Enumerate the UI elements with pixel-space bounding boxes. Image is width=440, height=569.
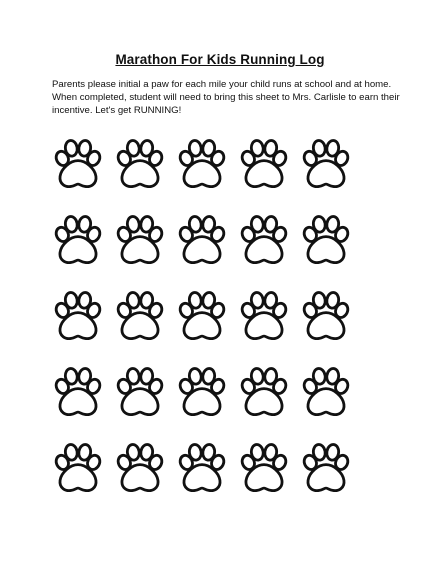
paw-print-icon <box>298 136 354 192</box>
paw-row <box>50 136 360 196</box>
paw-print-icon <box>236 364 292 420</box>
paw-print-icon <box>174 288 230 344</box>
paw-print-icon <box>50 212 106 268</box>
paw-print-icon <box>236 212 292 268</box>
paw-print-icon <box>112 364 168 420</box>
paw-grid <box>50 136 360 496</box>
paw-print-icon <box>236 440 292 496</box>
instructions-paragraph <box>52 78 402 117</box>
paw-print-icon <box>112 288 168 344</box>
paw-print-icon <box>298 212 354 268</box>
paw-print-icon <box>236 136 292 192</box>
page-title: Marathon For Kids Running Log <box>115 52 325 67</box>
paw-print-icon <box>174 136 230 192</box>
paw-print-icon <box>298 364 354 420</box>
paw-print-icon <box>236 288 292 344</box>
paw-print-icon <box>112 212 168 268</box>
paw-print-icon <box>298 288 354 344</box>
paw-row <box>50 364 360 424</box>
paw-print-icon <box>50 364 106 420</box>
paw-print-icon <box>174 440 230 496</box>
instructions-text: Parents please initial a paw for each mile your child runs at school and at home. When completed, student will need to bring this sheet to Mrs. Carlisle to earn their incentive. Let's get RUNNING! <box>52 79 400 116</box>
paw-print-icon <box>112 440 168 496</box>
paw-print-icon <box>174 212 230 268</box>
paw-row <box>50 288 360 348</box>
paw-print-icon <box>112 136 168 192</box>
paw-print-icon <box>50 136 106 192</box>
paw-print-icon <box>174 364 230 420</box>
paw-row <box>50 212 360 272</box>
paw-print-icon <box>50 440 106 496</box>
paw-row <box>50 440 360 500</box>
paw-print-icon <box>50 288 106 344</box>
paw-print-icon <box>298 440 354 496</box>
